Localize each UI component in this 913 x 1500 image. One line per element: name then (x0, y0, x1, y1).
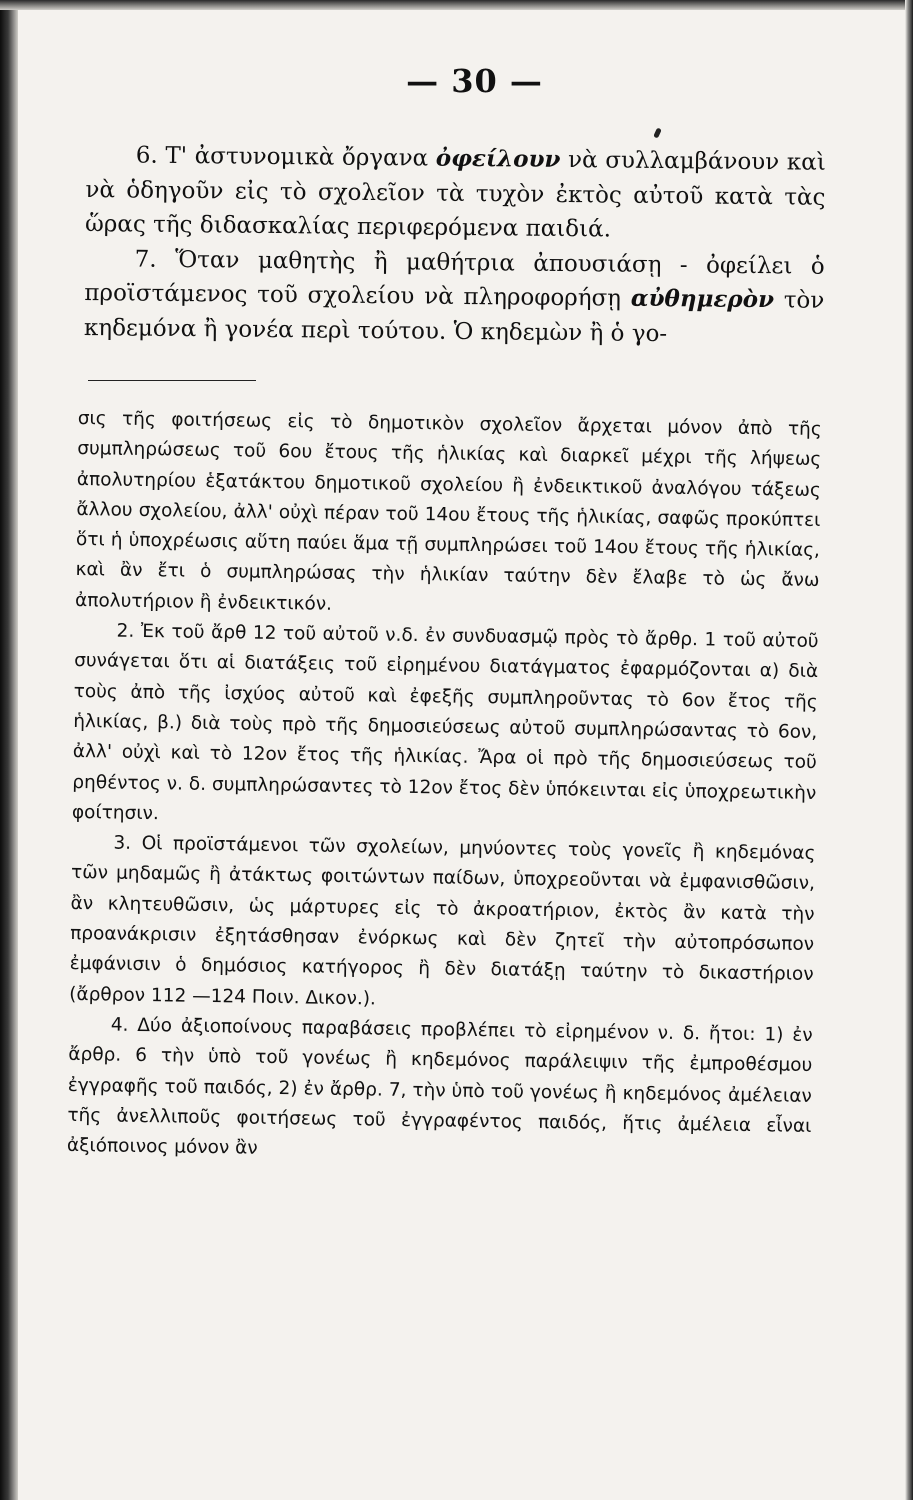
paragraph-7-lead: 7. Ὅταν μαθητὴς ἢ μαθήτρια ἀπουσιάσῃ - ὀφείλει ὁ προϊστάμενος τοῦ σχολείου νὰ πληροφορήσῃ (84, 246, 825, 312)
page-number: — 30 — (406, 62, 543, 100)
footnote-1-continuation: σις τῆς φοιτήσεως εἰς τὸ δημοτικὸν σχολεῖον ἄρχεται μόνον ἀπὸ τῆς συμπληρώσεως τοῦ 6ου ἔτους τῆς ἡλικίας καὶ διαρκεῖ μέχρι τῆς λήψεως ἀπολυτηρίου ἑξατάκτου δημοτικοῦ σχολείου ἢ ἐνδεικτικοῦ ἀναλόγου τάξεως ἄλλου σχολείου, ἀλλ' οὐχὶ πέραν τοῦ 14ου ἔτους τῆς ἡλικίας, σαφῶς προκύπτει ὅτι ἡ ὑποχρέωσις αὕτη παύει ἅμα τῇ συμπληρώσει τοῦ 14ου ἔτους τῆς ἡλικίας, καὶ ἂν ἔτι ὁ συμπληρώσας τὴν ἡλικίαν ταύτην δὲν ἔλαβε τὸ ὡς ἄνω ἀπολυτήριον ἢ ἐνδεικτικόν. (74, 407, 822, 615)
paragraph-7-emphasis: αὐθημερὸν (630, 284, 775, 314)
footnote-separator (88, 380, 256, 381)
paragraph-7 (84, 241, 825, 352)
paragraph-6-lead: 6. Τ' ἀστυνομικὰ ὄργανα (135, 142, 436, 172)
scan-edge-right (905, 0, 913, 1500)
paragraph-6 (85, 138, 826, 249)
scan-edge-left (0, 0, 18, 1500)
footnotes (67, 404, 822, 1172)
scan-edge-top (0, 0, 913, 10)
footnote-3: 3. Οἱ προϊστάμενοι τῶν σχολείων, μηνύοντες τοὺς γονεῖς ἢ κηδεμόνας τῶν μηδαμῶς ἢ ἀτάκτως φοιτώντων παίδων, ὑποχρεοῦνται νὰ ἐμφανισθῶσιν, ἂν κλητευθῶσιν, ὡς μάρτυρες εἰς τὸ ἀκροατήριον, ἐκτὸς ἂν κατὰ τὴν προανάκρισιν ἐξητάσθησαν ἐνόρκως καὶ δὲν ζητεῖ τὴν αὐτοπρόσωπον ἐμφάνισιν ὁ δημόσιος κατήγορος ἢ δὲν διατάξῃ ταύτην τὸ δικαστήριον (ἄρθρον 112 —124 Ποιν. Δικον.). (69, 832, 816, 1010)
footnote-4: 4. Δύο ἀξιοποίνους παραβάσεις προβλέπει τὸ εἰρημένον ν. δ. ἤτοι: 1) ἐν ἄρθρ. 6 τὴν ὑπὸ τοῦ γονέως ἢ κηδεμόνος παράλειψιν τῆς ἐμπροθέσμου ἐγγραφῆς τοῦ παιδός, 2) ἐν ἄρθρ. 7, τὴν ὑπὸ τοῦ γονέως ἢ κηδεμόνος ἀμέλειαν τῆς ἀνελλιποῦς φοιτήσεως τοῦ ἐγγραφέντος παιδός, ἥτις ἀμέλεια εἶναι ἀξιόποινος μόνον ἂν (66, 1014, 813, 1159)
main-text (84, 138, 826, 353)
paragraph-6-emphasis: ὀφείλουν (435, 144, 561, 173)
footnote-2: 2. Ἐκ τοῦ ἄρθ 12 τοῦ αὐτοῦ ν.δ. ἐν συνδυασμῷ πρὸς τὸ ἄρθρ. 1 τοῦ αὐτοῦ συνάγεται ὅτι αἱ διατάξεις τοῦ εἰρημένου διατάγματος ἐφαρμόζονται α) διὰ τοὺς ἀπὸ τῆς ἰσχύος αὐτοῦ καὶ ἐφεξῆς συμπληροῦντας τὸ 6ον ἔτος τῆς ἡλικίας, β.) διὰ τοὺς πρὸ τῆς δημοσιεύσεως αὐτοῦ συμπληρώσαντας τὸ 6ον, ἀλλ' οὐχὶ καὶ τὸ 12ον ἔτος τῆς ἡλικίας. Ἄρα οἱ πρὸ τῆς δημοσιεύσεως τοῦ ρηθέντος ν. δ. συμπληρώσαντες τὸ 12ον ἔτος δὲν ὑπόκεινται εἰς ὑποχρεωτικὴν φοίτησιν. (71, 620, 819, 825)
ink-mark (653, 127, 662, 138)
paragraph-6-rest: νὰ συλλαμβάνουν καὶ νὰ ὁδηγοῦν εἰς τὸ σχολεῖον τὰ τυχὸν ἐκτὸς αὐτοῦ κατὰ τὰς ὥρας τῆς διδασκαλίας περιφερόμενα παιδιά. (84, 146, 826, 243)
paragraph-7-rest: τὸν κηδεμόνα ἢ γονέα περὶ τούτου. Ὁ κηδεμὼν ἢ ὁ γο- (83, 287, 825, 347)
